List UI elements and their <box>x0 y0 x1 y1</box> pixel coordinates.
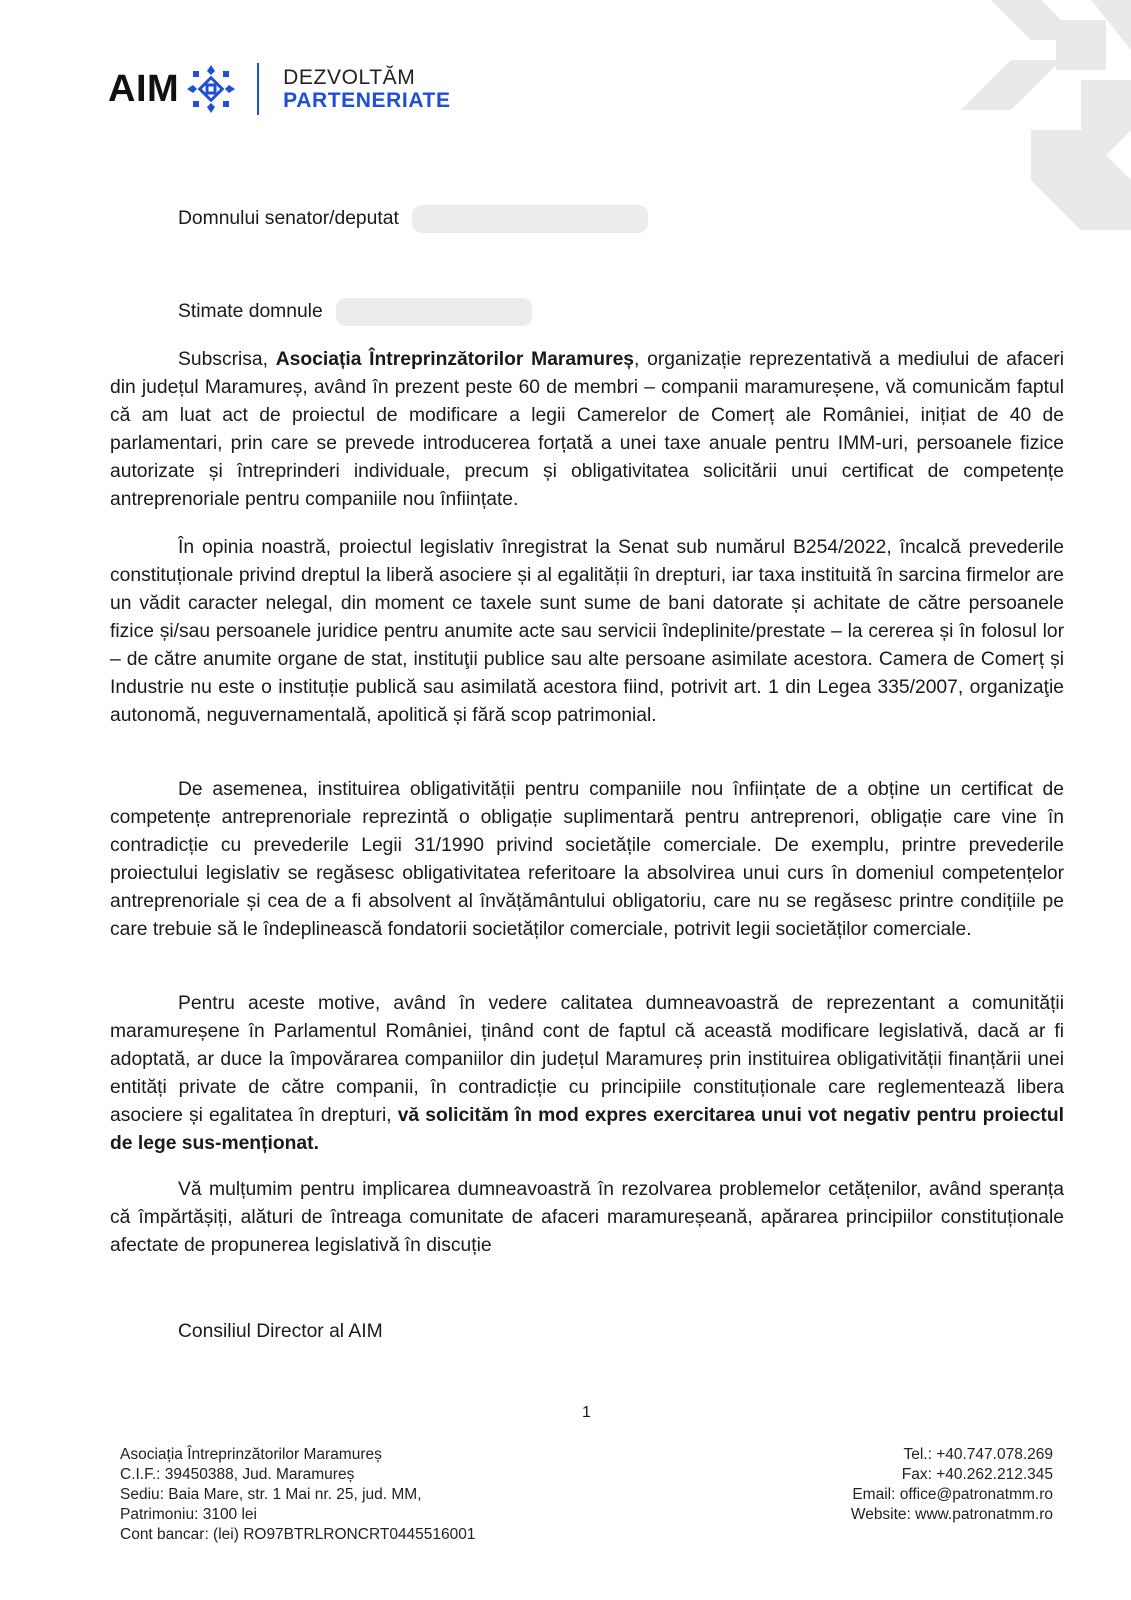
p1-text-a: Subscrisa, <box>178 349 276 370</box>
footer-org-name: Asociația Întreprinzătorilor Maramureș <box>120 1446 382 1463</box>
logo-tagline <box>283 66 450 112</box>
p5-text: Vă mulțumim pentru implicarea dumneavoastră în rezolvarea problemelor cetățenilor, având speranța că împărtășiți, alături de întreaga comunitate de afaceri maramureșeană, apărarea principiilor constituționale afectate de propunerea legislativă în discuție <box>110 1179 1064 1256</box>
corner-decoration <box>891 0 1131 240</box>
footer-phone: Tel.: +40.747.078.269 <box>903 1446 1053 1463</box>
logo-text: AIM <box>108 68 180 110</box>
aim-logo <box>108 58 451 120</box>
footer-email: Email: office@patronatmm.ro <box>852 1486 1053 1503</box>
body-paragraph-5 <box>110 1176 1064 1260</box>
p4-request: vă solicităm în mod expres exercitarea unui vot negativ pentru proiectul de lege sus-menționat. <box>110 1105 1064 1154</box>
footer-address: Sediu: Baia Mare, str. 1 Mai nr. 25, jud. MM, <box>120 1486 422 1503</box>
footer-fax: Fax: +40.262.212.345 <box>901 1466 1053 1483</box>
body-paragraph-3 <box>110 776 1064 944</box>
body-paragraph-1 <box>110 346 1064 514</box>
logo-emblem-icon <box>185 63 237 115</box>
p2-text: În opinia noastră, proiectul legislativ înregistrat la Senat sub numărul B254/2022, încalcă prevederile constituționale privind dreptul la liberă asociere și al egalității în drepturi, iar taxa instituită în sarcina firmelor are un vădit caracter nelegal, din moment ce taxele sunt sume de bani datorate și achitate de către persoanele fizice și/sau persoanele juridice pentru anumite acte sau servicii îndeplinite/prestate – la cererea și în folosul lor – de către anumite organe de stat, instituţii publice sau alte persoane asimilate acestora. Camera de Comerț și Industrie nu este o instituție publică sau asimilată acestora fiind, potrivit art. 1 din Legea 335/2007, organizaţie autonomă, neguvernamentală, apolitică și fără scop patrimonial. <box>110 537 1064 726</box>
p3-text: De asemenea, instituirea obligativității pentru companiile nou înființate de a obține un certificat de competențe antreprenoriale reprezintă o obligație suplimentară pentru antreprenori, obligație care vine în contradicție cu prevederile Legii 31/1990 privind societățile comerciale. De exemplu, printre prevederile proiectului legislativ se regăsesc obligativitatea referitoare la absolvirea unui curs în domeniul competențelor antreprenoriale și cea de a fi absolvent al învățământului obligatoriu, care nu se regăsesc printre condițiile pe care trebuie să le îndeplinească fondatorii societăților comerciale, potrivit legii societăților comerciale. <box>110 779 1064 940</box>
page-number: 1 <box>582 1404 591 1421</box>
footer-left <box>120 1445 476 1545</box>
salutation-text: Stimate domnule <box>178 301 323 323</box>
organization-name: Asociația Întreprinzătorilor Maramureș <box>275 349 635 370</box>
footer-website: Website: www.patronatmm.ro <box>850 1506 1053 1523</box>
body-paragraph-2 <box>110 534 1064 730</box>
recipient-label: Domnului senator/deputat <box>178 208 399 230</box>
recipient-line <box>178 205 648 233</box>
tagline-line-1: DEZVOLTĂM <box>283 65 416 89</box>
footer-cif: C.I.F.: 39450388, Jud. Maramureș <box>120 1466 355 1483</box>
p4-text-a: Pentru aceste motive, având în vedere calitatea dumneavoastră de reprezentant a comunității maramureșene în Parlamentul României, ținând cont de faptul că această modificare legislativă, dacă ar fi adoptată, ar duce la împovărarea companiilor din județul Maramureș prin instituirea obligativității finanțării unei entități private de către companii, în contradicție cu principiile constituționale care reglementează libera asociere și egalitatea în drepturi, <box>110 993 1064 1126</box>
tagline-line-2: PARTENERIATE <box>283 89 451 112</box>
salutation-line <box>178 298 532 326</box>
logo-divider <box>257 63 259 115</box>
body-paragraph-4 <box>110 990 1064 1158</box>
redacted-name <box>412 205 648 233</box>
footer-right <box>851 1445 1053 1525</box>
signoff: Consiliul Director al AIM <box>178 1321 383 1342</box>
p1-text-b: , organizație reprezentativă a mediului de afaceri din județul Maramureș, având în prezent peste 60 de membri – companii maramureșene, vă comunicăm faptul că am luat act de proiectul de modificare a legii Camerelor de Comerț ale României, inițiat de 40 de parlamentari, prin care se prevede introducerea forțată a unei taxe anuale pentru IMM-uri, persoanele fizice autorizate și întreprinderi individuale, precum și obligativitatea solicitării unui certificat de competențe antreprenoriale pentru companiile nou înființate. <box>110 349 1065 510</box>
footer-bank-account: Cont bancar: (lei) RO97BTRLRONCRT0445516001 <box>120 1526 476 1543</box>
footer-patrimony: Patrimoniu: 3100 lei <box>120 1506 257 1523</box>
redacted-name <box>336 298 532 326</box>
